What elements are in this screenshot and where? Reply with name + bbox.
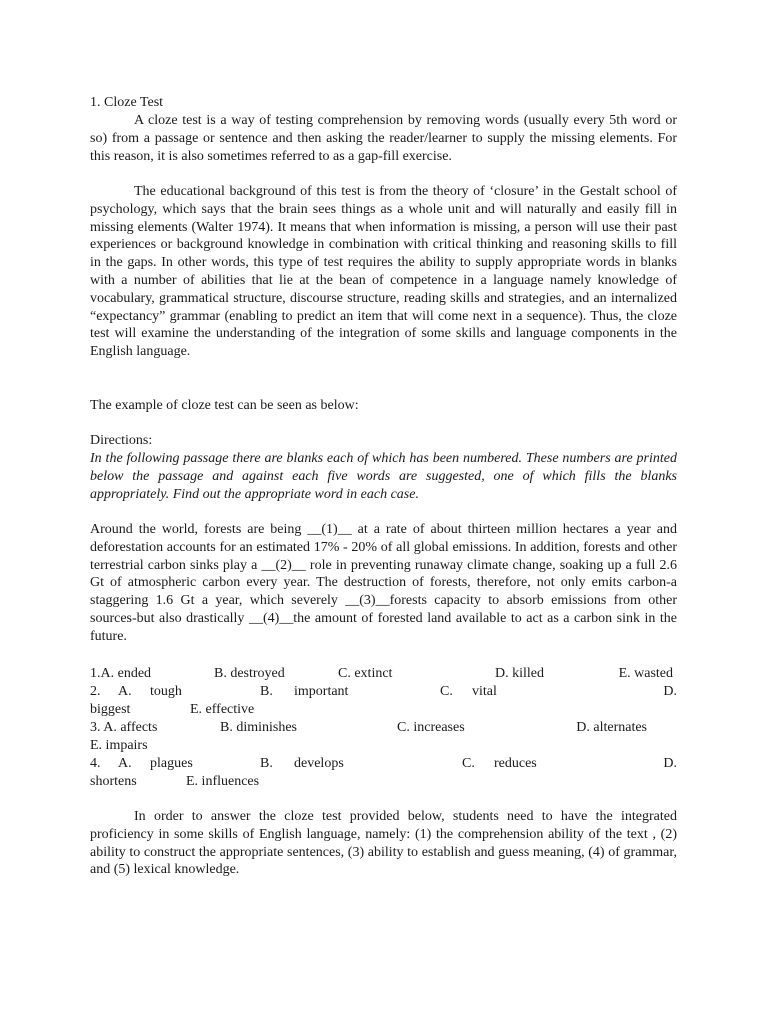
q1-option-a: 1.A. ended (90, 666, 152, 681)
q1-option-b: B. destroyed (214, 666, 285, 681)
section-heading: 1. Cloze Test (90, 95, 164, 110)
q2-option-d-word: biggest (90, 702, 131, 717)
q4-option-a-word: plagues (150, 756, 193, 771)
q3-option-e: E. impairs (90, 738, 148, 753)
q4-option-a-letter: A. (118, 756, 132, 771)
q2-option-d-letter: D. (663, 684, 677, 699)
q1-option-d: D. killed (495, 666, 544, 681)
q4-option-b-word: develops (294, 756, 344, 771)
question-3-options-cont (90, 737, 677, 755)
q3-option-c: C. increases (397, 720, 465, 735)
question-2-options (90, 683, 677, 701)
q2-number: 2. (90, 684, 101, 699)
question-2-options-cont (90, 701, 677, 719)
directions-label: Directions: (90, 433, 153, 448)
question-4-options (90, 755, 677, 773)
question-1-options (90, 665, 677, 683)
q4-option-c-letter: C. (462, 756, 475, 771)
q2-option-c-letter: C. (440, 684, 453, 699)
q4-option-d-word: shortens (90, 774, 137, 789)
q4-number: 4. (90, 756, 101, 771)
passage-paragraph: Around the world, forests are being __(1)__ at a rate of about thirteen million hectares a year and deforestation accounts for an estimated 17% - 20% of all global emissions. In addition, forests and other terrestrial carbon sinks play a __(2)__ role in preventing runaway climate change, soaking up a full 2.6 Gt of atmospheric carbon every year. The destruction of forests, therefore, not only emits carbon-a staggering 1.6 Gt a year, which severely __(3)__forests capacity to absorb emissions from other sources-but also drastically __(4)__the amount of forested land available to act as a carbon sink in the future. (90, 522, 677, 644)
q2-option-b-word: important (294, 684, 349, 699)
intro-paragraph: A cloze test is a way of testing comprehension by removing words (usually every 5th word or so) from a passage or sentence and then asking the reader/learner to supply the missing elements. For this reason, it is also sometimes referred to as a gap-fill exercise. (90, 113, 677, 164)
question-3-options (90, 719, 677, 737)
q4-option-d-letter: D. (663, 756, 677, 771)
q3-option-d: D. alternates (576, 720, 647, 735)
q2-option-a-letter: A. (118, 684, 132, 699)
closing-paragraph: In order to answer the cloze test provided below, students need to have the integrated proficiency in some skills of English language, namely: (1) the comprehension ability of the text , (2) ability to construct the appropriate sentences, (3) ability to establish and guess meaning, (4) of grammar, and (5) lexical knowledge. (90, 809, 677, 878)
q4-option-e: E. influences (186, 774, 260, 789)
example-intro: The example of cloze test can be seen as below: (90, 398, 359, 413)
q4-option-c-word: reduces (494, 756, 537, 771)
q4-option-b-letter: B. (260, 756, 273, 771)
q2-option-a-word: tough (150, 684, 182, 699)
directions-text: In the following passage there are blanks each of which has been numbered. These numbers are printed below the passage and against each five words are suggested, one of which fills the blanks appropriately. Find out the appropriate word in each case. (90, 451, 677, 502)
background-paragraph: The educational background of this test is from the theory of ‘closure’ in the Gestalt school of psychology, which says that the brain sees things as a whole unit and will naturally and easily fill in missing elements (Walter 1974). It means that when information is missing, a person will use their past experiences or background knowledge in combination with critical thinking and reasoning skills to fill in the gaps. In other words, this type of test requires the ability to supply appropriate words in blanks with a number of abilities that lie at the bean of competence in a language namely knowledge of vocabulary, grammatical structure, discourse structure, reading skills and strategies, and an internalized “expectancy” grammar (enabling to predict an item that will come next in a sequence). Thus, the cloze test will examine the understanding of the integration of some skills and language components in the English language. (90, 184, 677, 360)
q2-option-c-word: vital (472, 684, 497, 699)
question-4-options-cont (90, 773, 677, 791)
q3-option-a: 3. A. affects (90, 720, 158, 735)
q1-option-c: C. extinct (338, 666, 393, 681)
q2-option-b-letter: B. (260, 684, 273, 699)
q1-option-e: E. wasted (618, 666, 673, 681)
q2-option-e: E. effective (190, 702, 255, 717)
q3-option-b: B. diminishes (220, 720, 298, 735)
